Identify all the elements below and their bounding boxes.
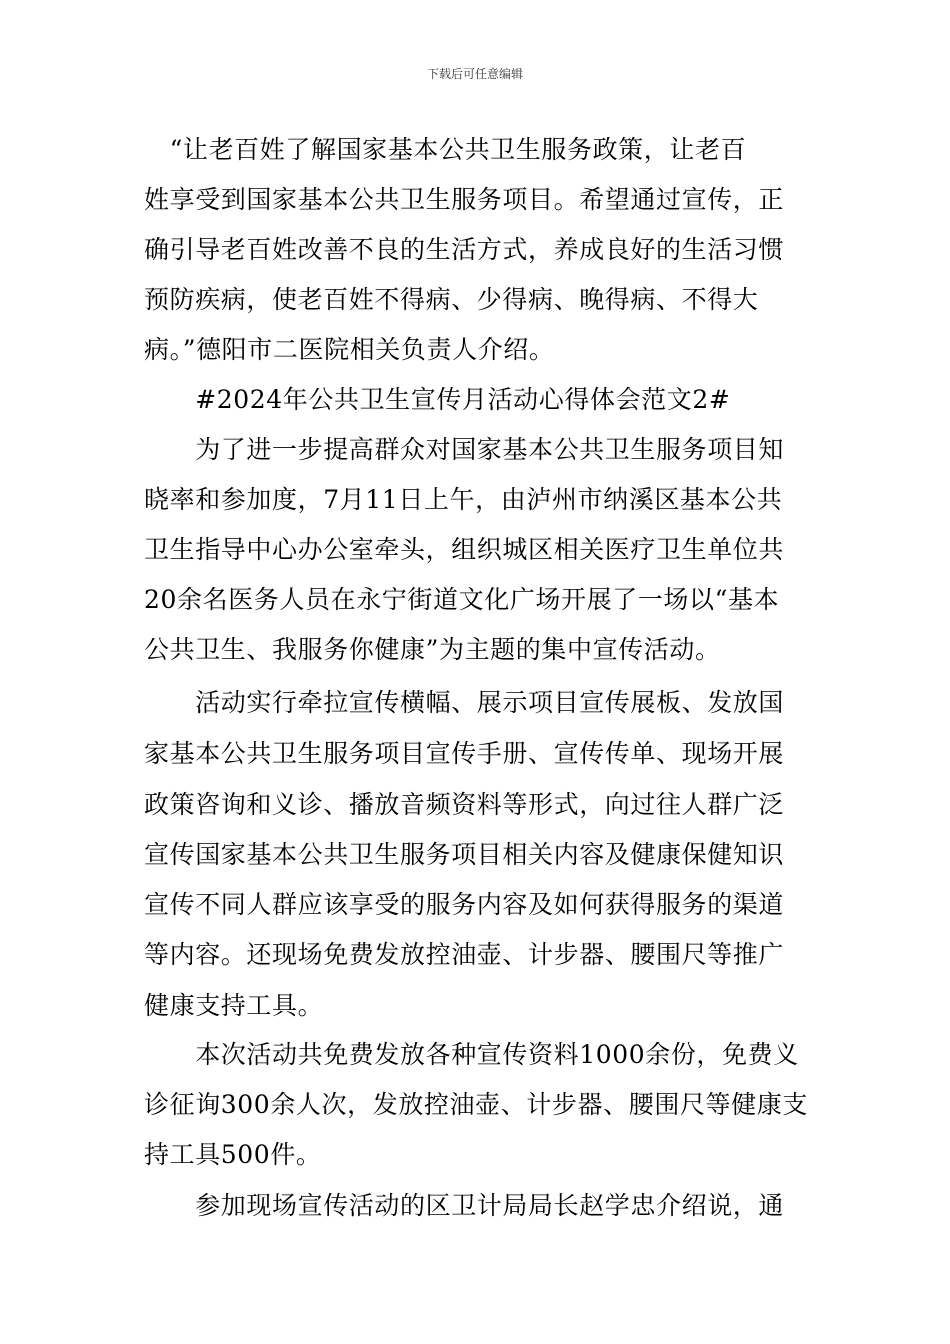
text-line: 宣传不同人群应该享受的服务内容及如何获得服务的渠道 xyxy=(144,890,785,919)
text-line: 活动实行牵拉宣传横幅、展示项目宣传展板、发放国 xyxy=(144,688,785,717)
text-line: 参加现场宣传活动的区卫计局局长赵学忠介绍说，通 xyxy=(144,1191,785,1220)
text-line: 20余名医务人员在永宁街道文化广场开展了一场以“基本 xyxy=(144,585,780,614)
text-line: 病。”德阳市二医院相关负责人介绍。 xyxy=(144,335,555,364)
text-line: 预防疾病，使老百姓不得病、少得病、晚得病、不得大 xyxy=(144,285,759,314)
text-line: 本次活动共免费发放各种宣传资料1000余份，免费义 xyxy=(144,1040,799,1069)
text-line: 诊征询300余人次，发放控油壶、计步器、腰围尺等健康支 xyxy=(144,1090,808,1119)
text-line: 姓享受到国家基本公共卫生服务项目。希望通过宣传，正 xyxy=(144,185,785,214)
text-line: 等内容。还现场免费发放控油壶、计步器、腰围尺等推广 xyxy=(144,940,785,969)
text-line: 家基本公共卫生服务项目宣传手册、宣传传单、现场开展 xyxy=(144,739,785,768)
page-header: 下载后可任意编辑 xyxy=(426,67,523,81)
text-line: 确引导老百姓改善不良的生活方式，养成良好的生活习惯 xyxy=(144,235,785,264)
text-line: 卫生指导中心办公室牵头，组织城区相关医疗卫生单位共 xyxy=(144,535,785,564)
text-line: 宣传国家基本公共卫生服务项目相关内容及健康保健知识 xyxy=(144,840,785,869)
section-heading: #2024年公共卫生宣传月活动心得体会范文2# xyxy=(144,385,731,414)
text-line: 公共卫生、我服务你健康”为主题的集中宣传活动。 xyxy=(144,635,721,664)
text-line: 健康支持工具。 xyxy=(144,991,324,1020)
text-line: 为了进一步提高群众对国家基本公共卫生服务项目知 xyxy=(144,435,785,464)
text-line: 晓率和参加度，7月11日上午，由泸州市纳溪区基本公共 xyxy=(144,485,783,514)
text-line: 持工具500件。 xyxy=(144,1140,322,1169)
text-line: 政策咨询和义诊、播放音频资料等形式，向过往人群广泛 xyxy=(144,790,785,819)
text-line: “让老百姓了解国家基本公共卫生服务政策，让老百 xyxy=(144,135,747,164)
